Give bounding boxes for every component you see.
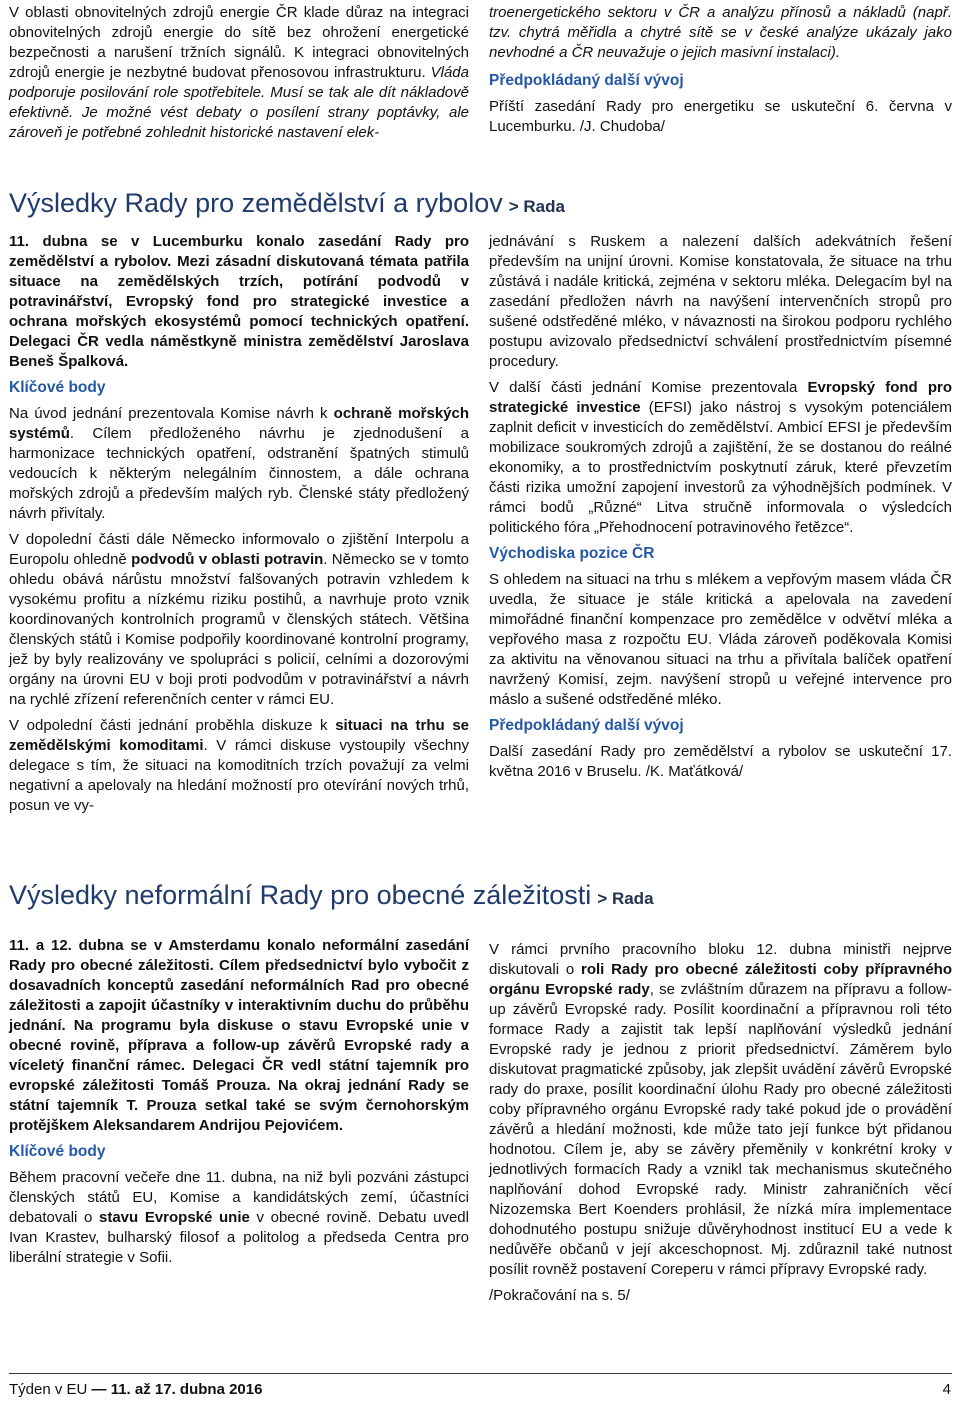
text-run: V odpolední části jednání proběhla diskuze k (9, 717, 336, 734)
energy-text-italic: Vláda podporuje posilování role spotřebitele. Musí se tak ale dít nákladově efektivně. Je možné vést debaty o posílení strany poptávky, ale zároveň je potřebné zohlednit historické nastavení elek- (9, 64, 469, 141)
section-tag: > Rada (508, 197, 565, 216)
energy-paragraph-continued: troenergetického sektoru v ČR a analýzu přínosů a nákladů (např. tzv. chytrá měřidla a chytré sítě se v české analýze ukázaly jako nevhodné a ČR neuvažuje o jejich masivní instalaci). (489, 4, 952, 61)
section-title-agrifish (9, 186, 565, 224)
footer-divider (9, 1373, 952, 1374)
text-run: . Německo se v tomto ohledu obává nárůstu množství falšovaných potravin vzhledem k vysokému profitu a nízkému riziku postihů, a navrhuje proto vznik koordinovaných kontrolních programů v členských státech. Většina členských států i Komise podpořily koordinované kontrolní programy, jež by byly realizovány ve spolupráci s policií, celními a dozorovými orgány na úrovni EU v boji proti podvodům v potravinářství a návrh na rychlé zřízení referenčních center v rámci EU. (9, 551, 469, 708)
text-run: V další části jednání Komise prezentovala (489, 379, 808, 396)
text-run: , se zvláštním důrazem na přípravu a follow-up závěrů Evropské rady. Posílit koordinační a přípravnou roli této formace Rady a zajistit tak lepší naplňování výsledků jednání Evropské rady je jednou z priorit předsednictví. Záměrem bylo diskutovat pragmatické způsoby, jak zlepšit uvádění závěrů Evropské rady do praxe, posílit koordinační úlohu Rady pro obecné záležitosti coby přípravného orgánu Evropské rady také pokud jde o provádění závěrů a hledání možnosti, kde může tato její funkce být přidanou hodnotou. Cílem je, aby se závěry přeměnily v konkrétní kroky v jednotlivých formacích Rady a vznikl tak mechanismus skutečného naplňování dohod Evropské rady. Ministr zahraničních věcí Nizozemska Bert Koenders prohlásil, že nízká míra implementace dohodnutého postupu snižuje důvěryhodnost institucí EU a vede k nedůvěře občanů v její akceschopnost. Mj. zdůraznil také nutnost posílit rovněž postavení Coreperu v rámci přípravy Evropské rady. (489, 981, 952, 1278)
footer-date-range: — 11. až 17. dubna 2016 (91, 1381, 263, 1398)
energy-continuation-left (9, 3, 469, 149)
gac-key-points-heading: Klíčové body (9, 1143, 106, 1160)
continued-on-page-note: /Pokračování na s. 5/ (489, 1287, 630, 1304)
text-run: v obecné rovině. Debatu uvedl Ivan Krastev, bulharský filosof a politolog a předseda Centra pro liberální strategie v Sofii. (9, 1209, 469, 1266)
page-number: 4 (942, 1381, 951, 1398)
section-title-text: Výsledky neformální Rady pro obecné záležitosti (9, 880, 592, 910)
section-title-text: Výsledky Rady pro zemědělství a rybolov (9, 188, 503, 218)
agrifish-right-column (489, 232, 952, 788)
section-tag: > Rada (597, 889, 654, 908)
agrifish-outlook-heading: Předpokládaný další vývoj (489, 717, 684, 734)
energy-continuation-right (489, 3, 952, 143)
text-run-bold: situaci na trhu se zemědělskými komoditami (9, 717, 469, 754)
agrifish-paragraph-efsi (489, 378, 952, 538)
text-run-bold: roli Rady pro obecné záležitosti coby přípravného orgánu Evropské rady (489, 961, 952, 998)
text-run: V dopolední části dále Německo informovalo o zjištění Interpolu a Europolu ohledně (9, 531, 469, 568)
energy-outlook-text: Příští zasedání Rady pro energetiku se uskuteční 6. června v Lucemburku. /J. Chudoba/ (489, 98, 952, 135)
agrifish-paragraph-food-fraud (9, 530, 469, 710)
agrifish-position-text: S ohledem na situaci na trhu s mlékem a vepřovým masem vláda ČR uvedla, že situace je stále kritická a apelovala na zavedení mimořádné finanční kompenzace pro zemědělce v odvětví mléka a vepřového masa z rozpočtu EU. Vláda zároveň poděkovala Komisi za aktivitu na věnovanou situaci na trhu a přivítala balíček opatření navržený Komisí, zejm. navýšení stropů u veřejné intervence pro máslo a sušené odstředěné mléko. (489, 571, 952, 708)
agrifish-key-points-heading: Klíčové body (9, 379, 106, 396)
footer (9, 1380, 262, 1400)
gac-right-column (489, 940, 952, 1312)
text-run-bold: ochraně mořských systémů (9, 405, 470, 442)
agrifish-left-column (9, 232, 469, 822)
text-run: (EFSI) jako nástroj s vysokým potenciálem zaplnit deficit v investicích do zemědělství. Ambicí EFSI je především mobilizace soukromých zdrojů a zajištění, že se dostanou do reálné ekonomiky, a to prostřednictvím poskytnutí záruk, které převzetím části rizika umožní zapojení investorů za výhodnějších podmínek. V rámci bodů „Různé“ Litva stručně informovala o výsledcích politického fóra „Přehodnocení potravinového řetězce“. (489, 399, 952, 536)
text-run-bold: podvodů v oblasti potravin (131, 551, 324, 568)
text-run: V rámci prvního pracovního bloku 12. dubna ministři nejprve diskutovali o (489, 941, 952, 978)
section-title-gac (9, 878, 654, 916)
footer-publication-name: Týden v EU (9, 1381, 92, 1398)
text-run: Na úvod jednání prezentovala Komise návrh k (9, 405, 334, 422)
gac-left-column (9, 936, 469, 1274)
agrifish-paragraph-markets-continued: jednávání s Ruskem a nalezení dalších adekvátních řešení především na unijní úrovni. Komise konstatovala, že situace na trhu zůstává i nadále kritická, zejména v sektoru mléka. Delegacím byl na zasedání předložen návrh na navýšení intervenčních stropů pro sušené odstředěné mléko, v návaznosti na širokou podporu rychlého postupu avizovalo předsednictví schválení prostřednictvím písemné procedury. (489, 233, 952, 370)
text-run-bold: Evropský fond pro strategické investice (489, 379, 952, 416)
text-run: . Cílem předloženého návrhu je zjednodušení a harmonizace technických opatření, odstranění špatných stimulů vedoucích k některým nelegálním činnostem, a dále ochrana mořských zdrojů a především malých ryb. Členské státy předložený návrh přivítaly. (9, 425, 469, 522)
agrifish-position-heading: Východiska pozice ČR (489, 545, 655, 562)
energy-outlook-heading: Předpokládaný další vývoj (489, 72, 684, 89)
text-run: Během pracovní večeře dne 11. dubna, na niž byli pozváni zástupci členských států EU, Komise a kandidátských zemí, účastníci debatovali o (9, 1169, 469, 1226)
agrifish-intro: 11. dubna se v Lucemburku konalo zasedání Rady pro zemědělství a rybolov. Mezi zásadní diskutovaná témata patřila situace na zemědělských trzích, potírání podvodů v potravinářství, Evropský fond pro strategické investice a ochrana mořských ekosystémů pomocí technických opatření. Delegaci ČR vedla náměstkyně ministra zemědělství Jaroslava Beneš Špalková. (9, 233, 469, 370)
agrifish-paragraph-markets (9, 716, 469, 816)
agrifish-paragraph-marine (9, 404, 469, 524)
agrifish-outlook-text: Další zasedání Rady pro zemědělství a rybolov se uskuteční 17. května 2016 v Bruselu. /K. Maťátková/ (489, 743, 952, 780)
energy-paragraph (9, 3, 469, 143)
text-run: . V rámci diskuse vystoupily všechny delegace s tím, že situaci na komoditních trzích považují za velmi negativní a apelovaly na hledání možností pro otevírání nových trhů, posun ve vy- (9, 737, 470, 814)
gac-paragraph-dinner (9, 1168, 469, 1268)
gac-paragraph-first-block (489, 940, 952, 1280)
gac-intro: 11. a 12. dubna se v Amsterdamu konalo neformální zasedání Rady pro obecné záležitosti. Cílem předsednictví bylo vybočit z dosavadních konceptů zasedání neformálních Rad pro obecné záležitosti a zapojit účastníky v interaktivním duchu do průběhu jednání. Na programu byla diskuse o stavu Evropské unie v obecné rovině, příprava a follow-up závěrů Evropské rady a víceletý finanční rámec. Delegaci ČR vedl státní tajemník pro evropské záležitosti Tomáš Prouza. Na okraj jednání Rady se státní tajemník T. Prouza setkal také se svým černohorským protějškem Aleksandarem Andrijou Pejovićem. (9, 937, 469, 1134)
energy-text-regular: V oblasti obnovitelných zdrojů energie ČR klade důraz na integraci obnovitelných zdrojů energie do sítě bez ohrožení energetické bezpečnosti a narušení tržních signálů. K integraci obnovitelných zdrojů energie je nezbytné budovat přenosovou infrastrukturu. (9, 4, 469, 81)
text-run-bold: stavu Evropské unie (99, 1209, 250, 1226)
